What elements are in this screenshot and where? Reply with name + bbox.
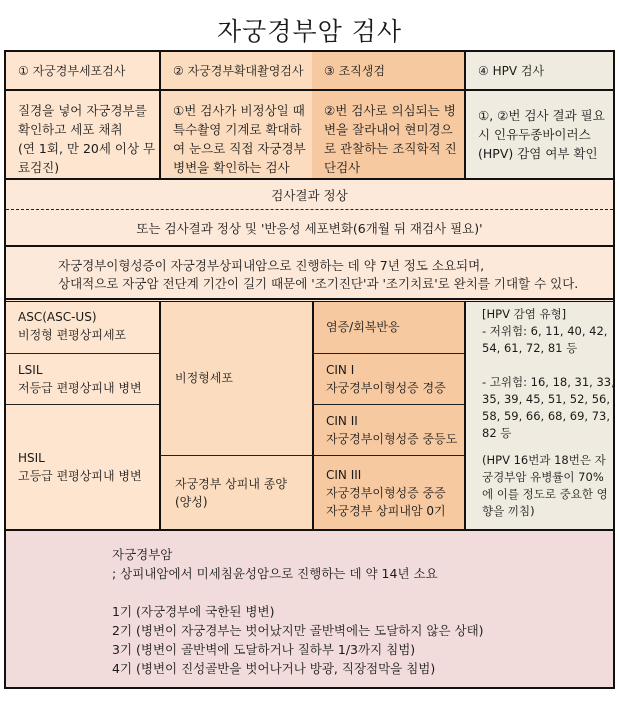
colposcopy-text: (양성) (175, 494, 208, 509)
progression-line: 상대적으로 자궁암 전단계 기간이 길기 때문에 '조기진단'과 '조기치료'로 완치를 기대할 수 있다. (58, 276, 579, 291)
desc-line: 료검진) (18, 160, 60, 175)
hpv-low-risk: 54, 61, 72, 81 등 (482, 341, 578, 355)
hpv-note: 궁경부암 유병률이 70% (482, 470, 604, 484)
cytology-name: 고등급 편평상피내 병변 (18, 469, 142, 483)
colposcopy-text: 자궁경부 상피내 종양 (175, 476, 287, 491)
desc-line: ①, ②번 검사 결과 필요 (478, 108, 605, 123)
test-header-colposcopy (159, 52, 312, 89)
test-label: ④ HPV 검사 (478, 64, 545, 78)
cancer-subtitle: ; 상피내암에서 미세침윤성암으로 진행하는 데 약 14년 소요 (112, 566, 438, 581)
cytology-name: 비정형 편평상피세포 (18, 328, 127, 342)
desc-line: 단검사 (324, 160, 361, 175)
hpv-heading: [HPV 감염 유형] (482, 307, 567, 321)
cytology-code: ASC(ASC-US) (18, 310, 97, 324)
desc-line: 질경을 넣어 자궁경부를 (18, 103, 147, 118)
cervical-cancer-section (6, 529, 613, 687)
colposcopy-text: 비정형세포 (175, 371, 233, 385)
progression-line: 자궁경부이형성증이 자궁경부상피내암으로 진행하는 데 약 7년 정도 소요되며, (58, 258, 485, 273)
cytology-name: 저등급 편평상피내 병변 (18, 381, 142, 395)
histology-cin3 (312, 455, 464, 529)
desc-line: (HPV) 감염 여부 확인 (478, 146, 598, 161)
histology-text: 자궁경부이형성증 중등도 (326, 432, 458, 446)
histology-cin2 (312, 404, 464, 455)
cytology-hsil (6, 404, 159, 529)
hpv-high-risk: 35, 39, 45, 51, 52, 56, (482, 392, 611, 406)
cytology-code: HSIL (18, 451, 45, 465)
cytology-lsil (6, 353, 159, 404)
cancer-stage: 3기 (병변이 골반벽에 도달하거나 질하부 1/3까지 침범) (112, 642, 416, 657)
spacer (482, 442, 613, 452)
cancer-stage: 1기 (자궁경부에 국한된 병변) (112, 604, 275, 619)
page-title: 자궁경부암 검사 (217, 17, 402, 46)
desc-line: 확인하고 세포 채취 (18, 122, 123, 137)
desc-line: 병변을 확인하는 검사 (173, 160, 290, 175)
cytology-asc (6, 302, 159, 353)
test-header-hpv (464, 52, 613, 89)
histology-text: CIN III (326, 467, 362, 482)
dashed-divider (6, 209, 613, 210)
cervical-cancer-diagram (4, 50, 615, 689)
test-desc-hpv (464, 89, 613, 178)
desc-line: 특수촬영 기계로 확대하 (173, 122, 302, 137)
hpv-high-risk: 58, 59, 66, 68, 69, 73, (482, 409, 611, 423)
cancer-title: 자궁경부암 (112, 547, 173, 562)
progression-note (6, 245, 613, 298)
test-desc-cytology (6, 89, 159, 178)
test-desc-biopsy (312, 89, 464, 178)
histology-text: 자궁경부 상피내암 0기 (326, 503, 446, 518)
colposcopy-cin-benign (159, 455, 312, 529)
test-header-biopsy (312, 52, 464, 89)
result-normal-text: 검사결과 정상 (271, 188, 348, 203)
histology-cin1 (312, 353, 464, 404)
hpv-high-risk: 82 등 (482, 426, 512, 440)
test-header-cytology (6, 52, 159, 89)
result-normal (6, 178, 613, 211)
hpv-note: 향을 끼침) (482, 504, 535, 518)
hpv-note: 에 이를 정도로 중요한 영 (482, 487, 608, 501)
result-reactive-text: 또는 검사결과 정상 및 '반응성 세포변화(6개월 뒤 재검사 필요)' (136, 220, 483, 236)
histology-inflammation (312, 302, 464, 353)
desc-line: 여 눈으로 직접 자궁경부 (173, 141, 306, 156)
test-desc-colposcopy (159, 89, 312, 178)
test-label: ① 자궁경부세포검사 (18, 64, 126, 78)
desc-line: 로 관찰하는 조직학적 진 (324, 141, 457, 156)
cytology-code: LSIL (18, 363, 43, 377)
histology-text: CIN II (326, 414, 358, 428)
test-label: ② 자궁경부확대촬영검사 (173, 64, 304, 78)
histology-text: CIN I (326, 363, 355, 377)
histology-text: 자궁경부이형성증 경증 (326, 381, 446, 395)
hpv-note: (HPV 16번과 18번은 자 (482, 453, 606, 467)
hpv-high-risk: - 고위험: 16, 18, 31, 33, (482, 375, 615, 389)
desc-line: (연 1회, 만 20세 이상 무 (18, 141, 156, 156)
colposcopy-atypical (159, 302, 312, 455)
hpv-low-risk: - 저위험: 6, 11, 40, 42, (482, 324, 608, 338)
test-label: ③ 조직생검 (324, 64, 385, 78)
histology-text: 자궁경부이형성증 중증 (326, 485, 446, 500)
spacer (112, 583, 613, 602)
hpv-types-panel (464, 302, 613, 529)
desc-line: 시 인유두종바이러스 (478, 127, 591, 142)
desc-line: ①번 검사가 비정상일 때 (173, 103, 305, 118)
cancer-stage: 4기 (병변이 진성골반을 벗어나거나 방광, 직장점막을 침범) (112, 661, 436, 676)
histology-text: 염증/회복반응 (326, 320, 400, 334)
spacer (482, 357, 613, 374)
desc-line: ②번 검사로 의심되는 병 (324, 103, 456, 118)
result-reactive (6, 211, 613, 245)
cancer-stage: 2기 (병변이 자궁경부는 벗어났지만 골반벽에는 도달하지 않은 상태) (112, 623, 484, 638)
desc-line: 변을 잘라내어 현미경으 (324, 122, 453, 137)
